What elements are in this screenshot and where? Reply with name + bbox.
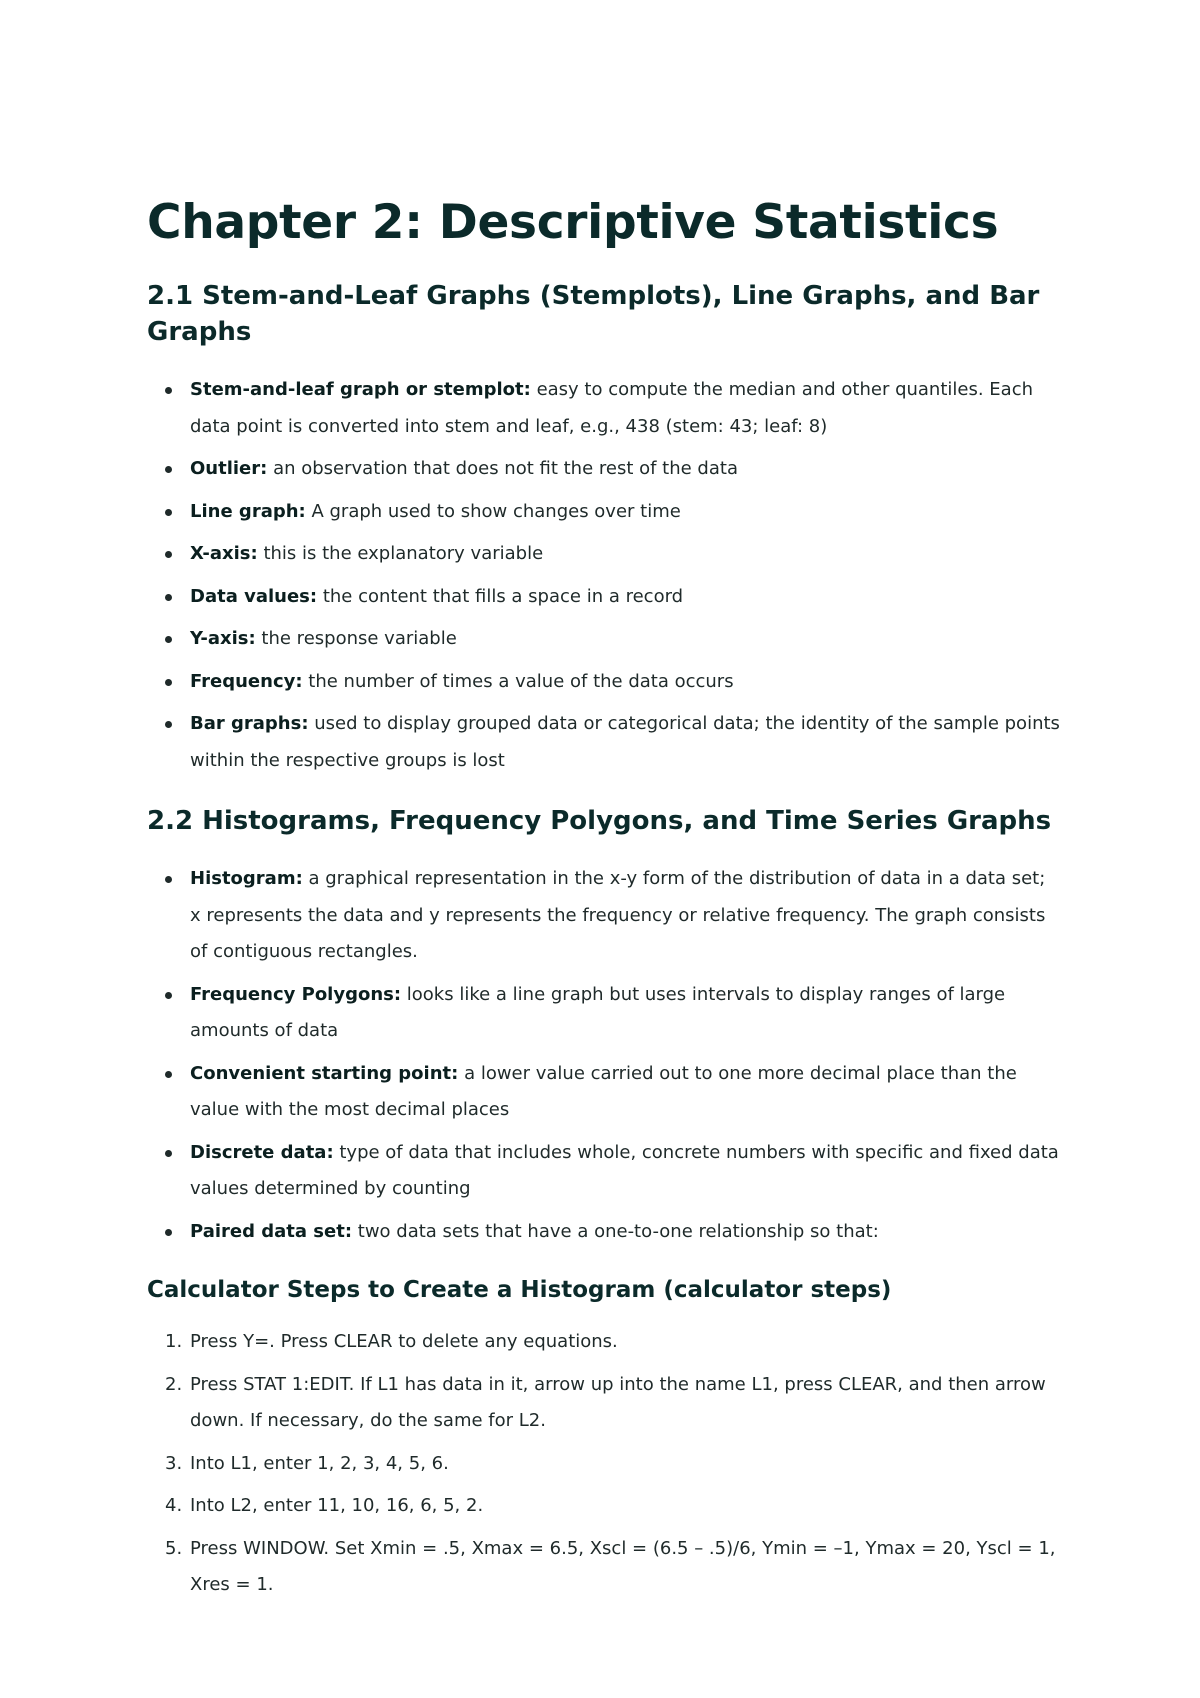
bullet-icon bbox=[165, 721, 172, 728]
list-item bbox=[190, 494, 1060, 531]
calculator-steps-heading: Calculator Steps to Create a Histogram (calculator steps) bbox=[147, 1277, 892, 1304]
list-item bbox=[190, 372, 1060, 445]
list-item bbox=[190, 579, 1060, 616]
chapter-title: Chapter 2: Descriptive Statistics bbox=[147, 195, 999, 250]
term: Frequency Polygons: bbox=[190, 983, 402, 1005]
definition: the number of times a value of the data occurs bbox=[302, 670, 734, 692]
list-item bbox=[190, 621, 1060, 658]
step-number: 5. bbox=[165, 1537, 183, 1559]
definition: A graph used to show changes over time bbox=[305, 500, 681, 522]
step-item bbox=[165, 1367, 1060, 1440]
list-item bbox=[190, 1135, 1060, 1208]
list-item bbox=[190, 706, 1060, 779]
step-item bbox=[165, 1488, 1060, 1525]
bullet-icon bbox=[165, 679, 172, 686]
term: Paired data set: bbox=[190, 1220, 353, 1242]
definition: looks like a line graph but uses intervals to display ranges of large amounts of data bbox=[190, 983, 1006, 1042]
bullet-icon bbox=[165, 1071, 172, 1078]
definition: the response variable bbox=[255, 628, 457, 650]
section-heading-2-2: 2.2 Histograms, Frequency Polygons, and Time Series Graphs bbox=[147, 806, 1052, 837]
step-text: Press STAT 1:EDIT. If L1 has data in it, arrow up into the name L1, press CLEAR, and then arrow down. If necessary, do the same for L2. bbox=[190, 1373, 1046, 1432]
term: Discrete data: bbox=[190, 1141, 334, 1163]
list-item bbox=[190, 664, 1060, 701]
definition: an observation that does not fit the rest of the data bbox=[267, 458, 738, 480]
term: Convenient starting point: bbox=[190, 1062, 459, 1084]
bullet-icon bbox=[165, 1229, 172, 1236]
bullet-icon bbox=[165, 551, 172, 558]
step-text: Into L2, enter 11, 10, 16, 6, 5, 2. bbox=[190, 1495, 484, 1517]
definition: a lower value carried out to one more decimal place than the value with the most decimal places bbox=[190, 1062, 1017, 1121]
list-item bbox=[190, 977, 1060, 1050]
term: Bar graphs: bbox=[190, 713, 309, 735]
bullet-icon bbox=[165, 466, 172, 473]
term: Histogram: bbox=[190, 868, 303, 890]
step-text: Press WINDOW. Set Xmin = .5, Xmax = 6.5, Xscl = (6.5 – .5)/6, Ymin = –1, Ymax = 20, Yscl = 1, Xres = 1. bbox=[190, 1537, 1056, 1596]
term: Frequency: bbox=[190, 670, 303, 692]
term: Data values: bbox=[190, 585, 318, 607]
term: Line graph: bbox=[190, 500, 306, 522]
step-number: 4. bbox=[165, 1495, 183, 1517]
step-number: 2. bbox=[165, 1373, 183, 1395]
term: Y-axis: bbox=[190, 628, 256, 650]
step-number: 1. bbox=[165, 1331, 183, 1353]
step-item bbox=[165, 1446, 1060, 1483]
section-2-1-list bbox=[147, 372, 1060, 779]
definition: easy to compute the median and other quantiles. Each data point is converted into stem and leaf, e.g., 438 (stem: 43; leaf: 8) bbox=[190, 379, 1033, 437]
bullet-icon bbox=[165, 876, 172, 883]
definition: a graphical representation in the x-y form of the distribution of data in a data set; x represents the data and y represents the frequency or relative frequency. The graph consists of contiguous rectangles. bbox=[190, 868, 1046, 963]
term: Stem-and-leaf graph or stemplot: bbox=[190, 379, 531, 401]
bullet-icon bbox=[165, 992, 172, 999]
list-item bbox=[190, 451, 1060, 488]
definition: the content that fills a space in a record bbox=[317, 585, 684, 607]
definition: two data sets that have a one-to-one relationship so that: bbox=[352, 1220, 879, 1242]
bullet-icon bbox=[165, 1150, 172, 1157]
bullet-icon bbox=[165, 387, 172, 394]
definition: used to display grouped data or categorical data; the identity of the sample points within the respective groups is lost bbox=[190, 713, 1060, 771]
step-text: Into L1, enter 1, 2, 3, 4, 5, 6. bbox=[190, 1452, 449, 1474]
term: X-axis: bbox=[190, 543, 258, 565]
list-item bbox=[190, 1214, 1060, 1251]
step-item bbox=[165, 1324, 1060, 1361]
term: Outlier: bbox=[190, 458, 268, 480]
list-item bbox=[190, 536, 1060, 573]
list-item bbox=[190, 861, 1060, 971]
bullet-icon bbox=[165, 594, 172, 601]
definition: this is the explanatory variable bbox=[257, 543, 544, 565]
list-item bbox=[190, 1056, 1060, 1129]
bullet-icon bbox=[165, 636, 172, 643]
step-item bbox=[165, 1531, 1060, 1604]
step-text: Press Y=. Press CLEAR to delete any equations. bbox=[190, 1331, 618, 1353]
step-number: 3. bbox=[165, 1452, 183, 1474]
calculator-steps-list bbox=[147, 1324, 1060, 1604]
section-heading-2-1: 2.1 Stem-and-Leaf Graphs (Stemplots), Line Graphs, and Bar Graphs bbox=[147, 281, 1040, 348]
bullet-icon bbox=[165, 509, 172, 516]
section-2-2-list bbox=[147, 861, 1060, 1250]
definition: type of data that includes whole, concrete numbers with specific and fixed data values determined by counting bbox=[190, 1141, 1059, 1200]
